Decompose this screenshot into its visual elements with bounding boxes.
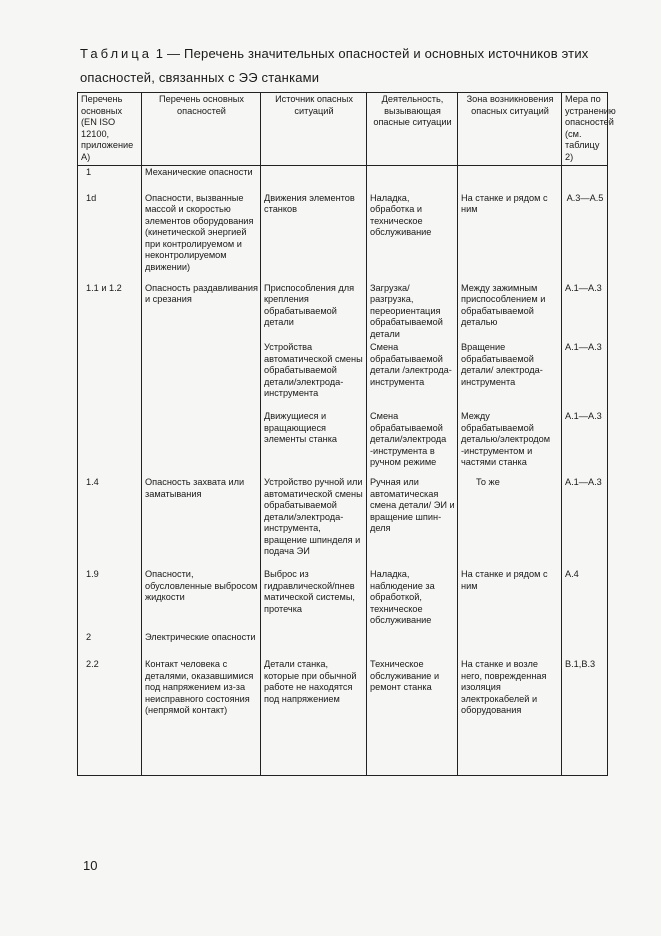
table-row bbox=[78, 631, 608, 658]
row-number: 2 bbox=[78, 631, 142, 658]
table-row bbox=[78, 568, 608, 631]
row-number: 1.9 bbox=[78, 568, 142, 631]
measure-cell: А.1—А.3 bbox=[562, 282, 608, 342]
source-cell: Приспособления для крепления обрабатываемой детали bbox=[261, 282, 367, 342]
zone-cell: На станке и рядом с ним bbox=[458, 568, 562, 631]
measure-cell: А.1—А.3 bbox=[562, 476, 608, 568]
hazard-cell bbox=[142, 341, 261, 410]
header-cell: Источник опасных ситуаций bbox=[261, 93, 367, 166]
table-header-row bbox=[78, 93, 608, 166]
row-number: 1.4 bbox=[78, 476, 142, 568]
table-row bbox=[78, 410, 608, 476]
measure-cell: А.4 bbox=[562, 568, 608, 631]
measure-cell: А.1—А.3 bbox=[562, 410, 608, 476]
table-row bbox=[78, 341, 608, 410]
header-cell: Деятельность, вызывающая опасные ситуации bbox=[367, 93, 458, 166]
measure-cell bbox=[562, 631, 608, 658]
source-cell bbox=[261, 631, 367, 658]
activity-cell: Смена обрабатываемой детали/электрода -инструмента в ручном режиме bbox=[367, 410, 458, 476]
row-number bbox=[78, 341, 142, 410]
hazard-cell: Опасность раздавливания и срезания bbox=[142, 282, 261, 342]
row-number: 1d bbox=[78, 192, 142, 282]
zone-cell: На станке и рядом с ним bbox=[458, 192, 562, 282]
hazard-cell: Опасность захвата или заматывания bbox=[142, 476, 261, 568]
header-cell: Перечень основных опасностей bbox=[142, 93, 261, 166]
source-cell: Устройства автоматической смены обрабатываемой детали/электрода-инструмента bbox=[261, 341, 367, 410]
source-cell: Выброс из гидравлической/пнев матической системы, протечка bbox=[261, 568, 367, 631]
zone-cell bbox=[458, 166, 562, 192]
source-cell: Движения элементов станков bbox=[261, 192, 367, 282]
measure-cell bbox=[562, 166, 608, 192]
activity-cell bbox=[367, 631, 458, 658]
zone-cell: Между зажимным приспособлением и обрабатываемой деталью bbox=[458, 282, 562, 342]
source-cell bbox=[261, 166, 367, 192]
source-cell: Движущиеся и вращающиеся элементы станка bbox=[261, 410, 367, 476]
caption-text: 1 — Перечень значительных опасностей и основных источников этих опасностей, связанных с ЭЭ станками bbox=[80, 46, 589, 85]
header-cell: Мера по устранению опасностей (см. таблицу 2) bbox=[562, 93, 608, 166]
zone-cell bbox=[458, 631, 562, 658]
hazard-cell: Контакт человека с деталями, оказавшимися под напряжением из-за неисправного состояния (непрямой контакт) bbox=[142, 658, 261, 775]
table-row bbox=[78, 166, 608, 192]
header-cell: Зона возникновения опасных ситуаций bbox=[458, 93, 562, 166]
hazard-cell: Электрические опасности bbox=[142, 631, 261, 658]
zone-cell: Вращение обрабатываемой детали/ электрода-инструмента bbox=[458, 341, 562, 410]
hazard-cell: Опасности, обусловленные выбросом жидкости bbox=[142, 568, 261, 631]
page-number: 10 bbox=[83, 858, 98, 873]
activity-cell bbox=[367, 166, 458, 192]
source-cell: Детали станка, которые при обычной работе не находятся под напряжением bbox=[261, 658, 367, 775]
activity-cell: Наладка, обработка и техническое обслуживание bbox=[367, 192, 458, 282]
zone-cell: На станке и возле него, поврежденная изоляция электрокабелей и оборудования bbox=[458, 658, 562, 775]
hazard-cell bbox=[142, 410, 261, 476]
measure-cell: В.1,В.3 bbox=[562, 658, 608, 775]
hazard-cell: Механические опасности bbox=[142, 166, 261, 192]
row-number: 1 bbox=[78, 166, 142, 192]
measure-cell: А.1—А.3 bbox=[562, 341, 608, 410]
measure-cell: А.3—А.5 bbox=[562, 192, 608, 282]
row-number: 1.1 и 1.2 bbox=[78, 282, 142, 342]
table-caption bbox=[80, 42, 620, 90]
table-row bbox=[78, 476, 608, 568]
table-row bbox=[78, 282, 608, 342]
caption-label: Таблица bbox=[80, 46, 152, 61]
activity-cell: Техническое обслуживание и ремонт станка bbox=[367, 658, 458, 775]
table-row bbox=[78, 192, 608, 282]
activity-cell: Загрузка/ разгрузка, переориентация обрабатываемой детали bbox=[367, 282, 458, 342]
source-cell: Устройство ручной или автоматической смены обрабатываемой детали/электрода-инструмента, вращение шпинделя и подача ЭИ bbox=[261, 476, 367, 568]
zone-cell: Между обрабатываемой деталью/электродом -инструментом и частями станка bbox=[458, 410, 562, 476]
row-number bbox=[78, 410, 142, 476]
hazard-cell: Опасности, вызванные массой и скоростью элементов оборудования (кинетической энергией при контролируемом и неконтролируемом движении) bbox=[142, 192, 261, 282]
hazards-table bbox=[77, 92, 616, 776]
activity-cell: Смена обрабатываемой детали /электрода-инструмента bbox=[367, 341, 458, 410]
activity-cell: Наладка, наблюдение за обработкой, техническое обслуживание bbox=[367, 568, 458, 631]
table-row bbox=[78, 658, 608, 775]
header-cell: Перечень основных (EN ISO 12100, приложение А) bbox=[78, 93, 142, 166]
zone-cell: То же bbox=[458, 476, 562, 568]
row-number: 2.2 bbox=[78, 658, 142, 775]
activity-cell: Ручная или автоматическая смена детали/ ЭИ и вращение шпин-деля bbox=[367, 476, 458, 568]
